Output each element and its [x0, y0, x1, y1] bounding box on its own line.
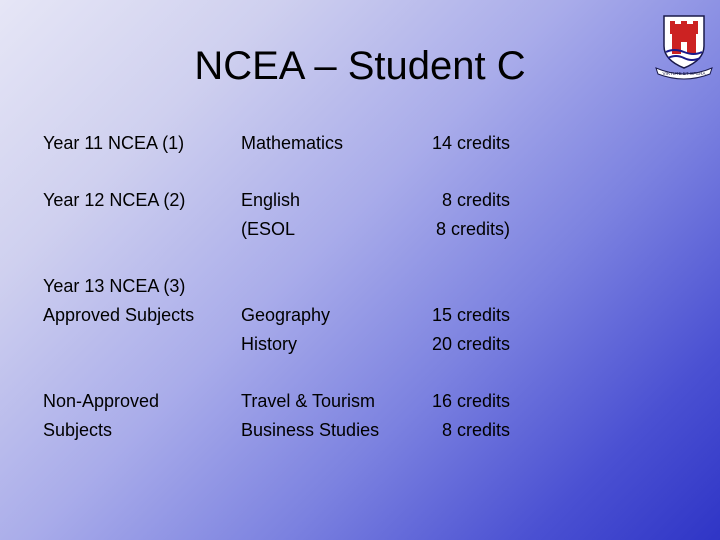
row-2-level: [43, 186, 185, 215]
school-crest-graphic: [654, 12, 714, 80]
subject-line: Mathematics: [241, 133, 344, 153]
row-1-credits: [400, 129, 510, 158]
level-line: Non-Approved: [43, 391, 160, 411]
row-4-credits: [400, 387, 510, 445]
level-line: Year 12 NCEA (2): [43, 190, 186, 210]
row-4-level: [43, 387, 159, 445]
row-1-level: [43, 129, 184, 158]
credit-line: 16 credits: [431, 391, 510, 411]
credit-line: 14 credits: [431, 133, 510, 153]
subject-line: History: [241, 334, 298, 354]
row-3-level: [43, 272, 194, 330]
row-1-subjects: [241, 129, 343, 158]
credit-line: 8 credits): [435, 219, 510, 239]
row-4-subjects: [241, 387, 379, 445]
credit-line: 8 credits: [441, 420, 510, 440]
credit-line: 8 credits: [441, 190, 510, 210]
subject-line: Travel & Tourism: [241, 391, 376, 411]
row-3-credits: [400, 301, 510, 359]
level-line: Approved Subjects: [43, 305, 195, 325]
level-line: Subjects: [43, 420, 113, 440]
subject-line: Business Studies: [241, 420, 380, 440]
school-crest-icon: [654, 12, 714, 80]
row-2-subjects: [241, 186, 300, 244]
credit-line: 15 credits: [431, 305, 510, 325]
subject-line: Geography: [241, 305, 331, 325]
subject-line: (ESOL: [241, 219, 296, 239]
row-2-credits: [400, 186, 510, 244]
level-line: Year 13 NCEA (3): [43, 276, 186, 296]
credit-line: 20 credits: [431, 334, 510, 354]
row-3-subjects: [241, 301, 330, 359]
level-line: Year 11 NCEA (1): [43, 133, 185, 153]
subject-line: English: [241, 190, 301, 210]
slide-title: NCEA – Student C: [194, 44, 526, 88]
crest-motto: VIRTUTE ET OPERA: [662, 71, 706, 76]
